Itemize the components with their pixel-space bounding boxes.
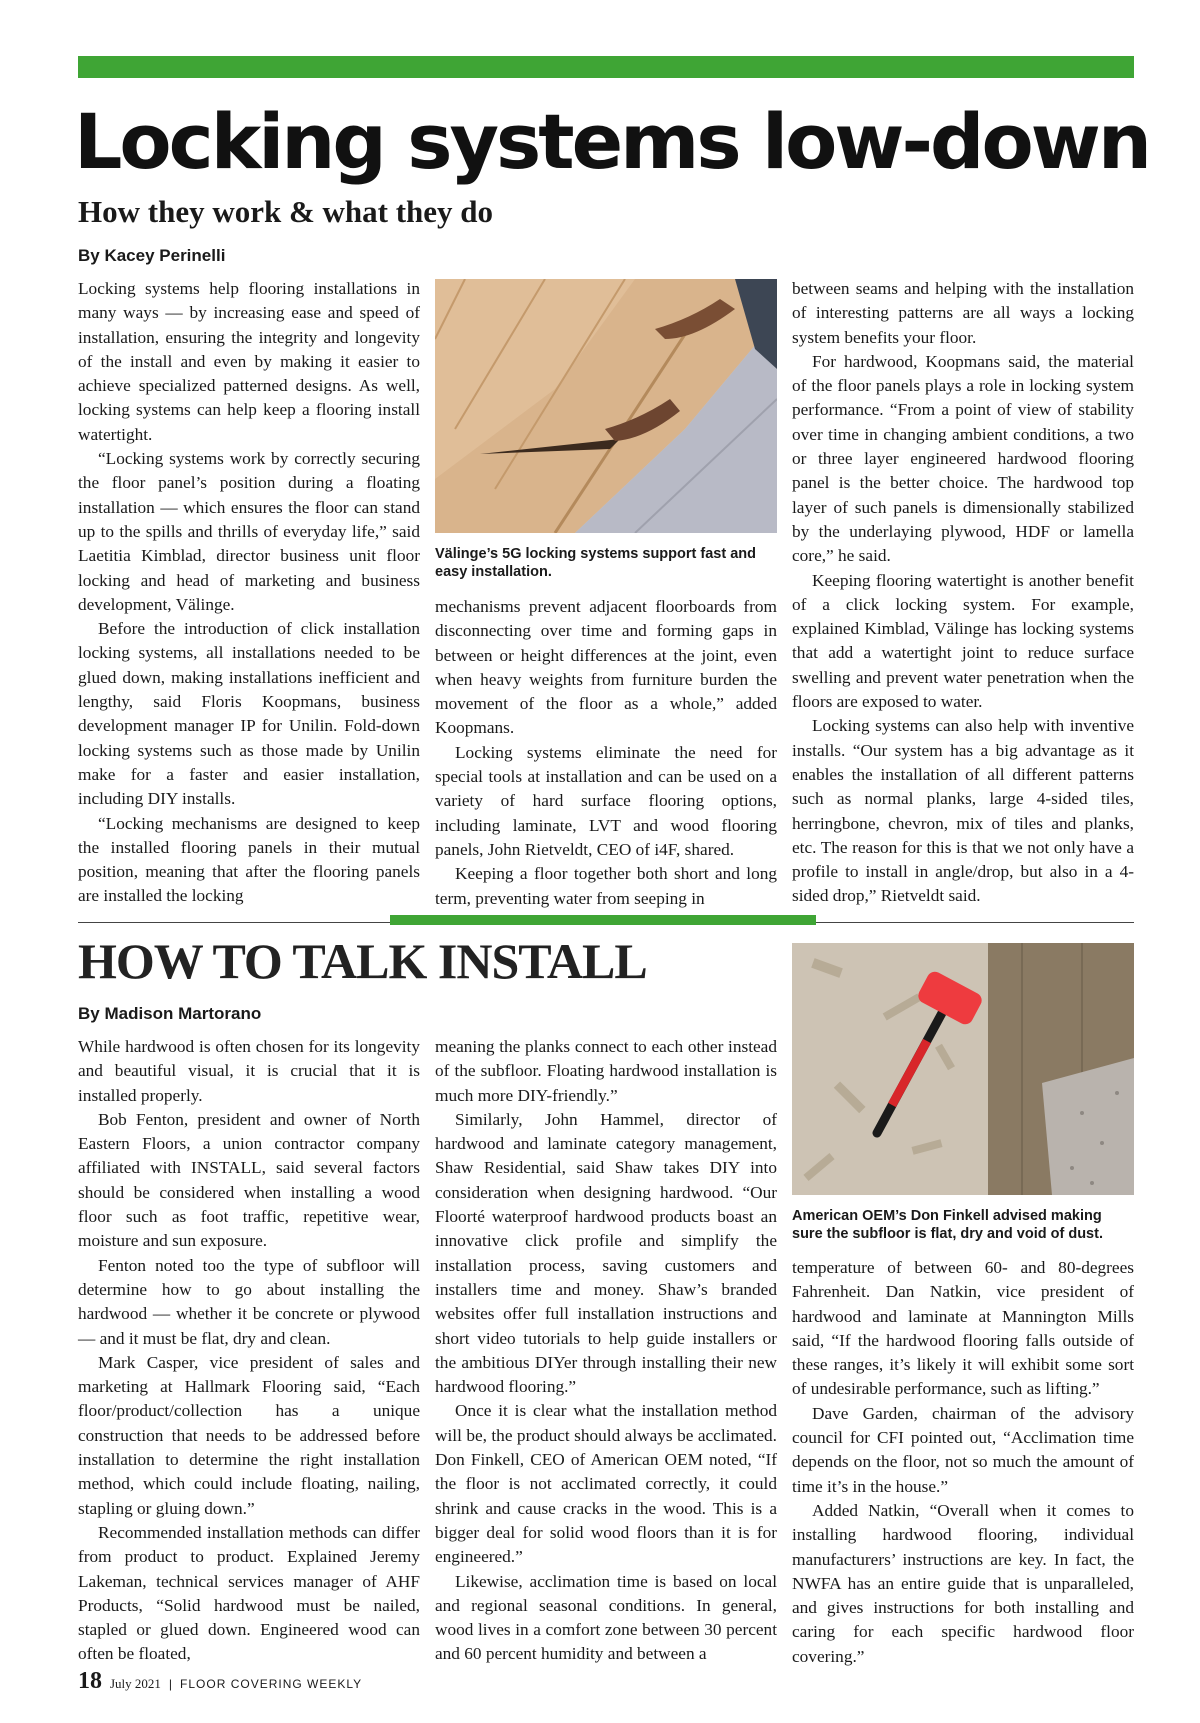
paragraph: Bob Fenton, president and owner of North Eastern Floors, a union contractor company affiliated with INSTALL, said several factors should be considered when installing a wood floor such as foot traffic, repetitive wear, moisture and sun exposure. xyxy=(78,1109,420,1251)
footer-separator: | xyxy=(168,1677,173,1691)
paragraph: meaning the planks connect to each other instead of the subfloor. Floating hardwood installation is much more DIY-friendly.” xyxy=(435,1037,777,1105)
article-headline: Locking systems low-down xyxy=(74,97,1149,186)
paragraph: Recommended installation methods can differ from product to product. Explained Jeremy Lakeman, technical services manager of AHF Products, “Solid hardwood must be nailed, stapled or glued down. Engineered wood can often be floated, xyxy=(78,1522,420,1664)
paragraph: “Locking mechanisms are designed to keep the installed flooring panels in their mutual position, meaning that after the flooring panels are installed the locking xyxy=(78,813,420,906)
paragraph: temperature of between 60- and 80-degrees Fahrenheit. Dan Natkin, vice president of hardwood and laminate at Mannington Mills said, “If the hardwood flooring falls outside of these ranges, it’s likely it will exhibit some sort of undesirable performance, such as lifting.” xyxy=(792,1258,1134,1399)
paragraph: Added Natkin, “Overall when it comes to installing hardwood flooring, individual manufacturers’ instructions are key. In fact, the NWFA has an entire guide that is unparalleled, and gives instructions for both installing and caring for each specific hardwood floor covering.” xyxy=(792,1500,1134,1666)
article1-column-2 xyxy=(435,595,777,911)
page-footer xyxy=(78,1668,362,1695)
top-accent-bar xyxy=(78,56,1134,78)
paragraph: Locking systems eliminate the need for special tools at installation and can be used on a variety of hard surface flooring options, including laminate, LVT and wood flooring panels, John Rietveldt, CEO of i4F, shared. xyxy=(435,742,777,859)
article1-column-3 xyxy=(792,277,1134,909)
paragraph: Likewise, acclimation time is based on local and regional seasonal conditions. In general, wood lives in a comfort zone between 30 percent and 60 percent humidity and between a xyxy=(435,1571,777,1664)
paragraph: For hardwood, Koopmans said, the material of the floor panels plays a role in locking system performance. “From a point of view of stability over time in changing ambient conditions, a two or three layer engineered hardwood flooring panel is the better choice. The hardwood top layer of such panels is dimensionally stabilized by the underlaying plywood, HDF or lamella core,” he said. xyxy=(792,351,1134,566)
paragraph: mechanisms prevent adjacent floorboards from disconnecting over time and forming gaps in between or height differences at the joint, even when heavy weights from furniture burden the movement of the floor as a whole,” added Koopmans. xyxy=(435,597,777,738)
magazine-name: FLOOR COVERING WEEKLY xyxy=(180,1677,363,1691)
paragraph: Keeping flooring watertight is another benefit of a click locking system. For example, explained Kimblad, Välinge has locking systems that add a watertight joint to reduce surface swelling and prevent water penetration when the floors are exposed to water. xyxy=(792,570,1134,712)
paragraph: Fenton noted too the type of subfloor will determine how to go about installing the hardwood — whether it be concrete or plywood — and it must be flat, dry and clean. xyxy=(78,1255,420,1348)
paragraph: Locking systems help flooring installations in many ways — by increasing ease and speed of installation, ensuring the integrity and longevity of the install and even by making it easier to achieve specialized patterned designs. As well, locking systems can help keep a flooring install watertight. xyxy=(78,279,420,444)
article2-headline: HOW TO TALK INSTALL xyxy=(78,933,647,989)
paragraph: between seams and helping with the installation of interesting patterns are all ways a locking system benefits your floor. xyxy=(792,279,1134,347)
page-number: 18 xyxy=(78,1668,102,1694)
paragraph: Once it is clear what the installation method will be, the product should always be acclimated. Don Finkell, CEO of American OEM noted, “If the floor is not acclimated correctly, it could shrink and cause cracks in the wood. This is a bigger deal for solid wood floors than it is for engineered.” xyxy=(435,1401,777,1567)
article-byline: By Kacey Perinelli xyxy=(78,246,226,265)
paragraph: Locking systems can also help with inventive installs. “Our system has a big advantage as it enables the installation of all different patterns such as normal planks, large 4-sided tiles, herringbone, chevron, mix of tiles and planks, etc. The reason for this is that we not only have a profile to install in angle/drop, but also in a 4-sided drop,” Rietveldt said. xyxy=(792,716,1134,906)
photo-caption: American OEM’s Don Finkell advised making sure the subfloor is flat, dry and void of dust. xyxy=(792,1208,1103,1242)
paragraph: Before the introduction of click installation locking systems, all installations needed to be glued down, making installations inefficient and lengthy, said Floris Koopmans, business development manager IP for Unilin. Fold-down locking systems such as those made by Unilin make for a faster and easier installation, including DIY installs. xyxy=(78,619,420,809)
paragraph: “Locking systems work by correctly securing the floor panel’s position during a floating installation — which ensures the floor can stand up to the spills and thrills of everyday life,” said Laetitia Kimblad, director business unit floor locking and head of marketing and business development, Välinge. xyxy=(78,449,420,614)
subfloor-hammer-photo xyxy=(792,943,1134,1195)
article2-column-1 xyxy=(78,1035,420,1667)
flooring-install-illustration xyxy=(435,279,777,533)
paragraph: While hardwood is often chosen for its longevity and beautiful visual, it is crucial that it is installed properly. xyxy=(78,1037,420,1105)
paragraph: Mark Casper, vice president of sales and marketing at Hallmark Flooring said, “Each floor/product/collection has a unique construction that needs to be addressed before installation to determine the right installation method, which could include floating, nailing, stapling or gluing down.” xyxy=(78,1352,420,1518)
article1-column-1 xyxy=(78,277,420,909)
article2-column-3 xyxy=(792,1256,1134,1669)
section-divider-accent xyxy=(390,915,816,925)
paragraph: Similarly, John Hammel, director of hardwood and laminate category management, Shaw Residential, said Shaw takes DIY into consideration when designing hardwood. “Our Floorté waterproof hardwood products boast an innovative click profile and simplify the installation process, saving customers and installers time and money. Shaw’s branded websites offer full installation instructions and short video tutorials to help guide installers or the ambitious DIYer through installing their new hardwood flooring.” xyxy=(435,1109,777,1397)
article-subheadline: How they work & what they do xyxy=(78,194,494,229)
flooring-install-photo xyxy=(435,279,777,533)
paragraph: Dave Garden, chairman of the advisory council for CFI pointed out, “Acclimation time depends on the floor, not so much the amount of time it’s in the house.” xyxy=(792,1403,1134,1496)
article2-column-2 xyxy=(435,1035,777,1667)
photo-caption: Välinge’s 5G locking systems support fast and easy installation. xyxy=(435,546,756,580)
article2-byline: By Madison Martorano xyxy=(78,1004,262,1023)
issue-date: July 2021 xyxy=(110,1676,161,1691)
subfloor-hammer-illustration xyxy=(792,943,1134,1195)
paragraph: Keeping a floor together both short and long term, preventing water from seeping in xyxy=(435,864,777,908)
